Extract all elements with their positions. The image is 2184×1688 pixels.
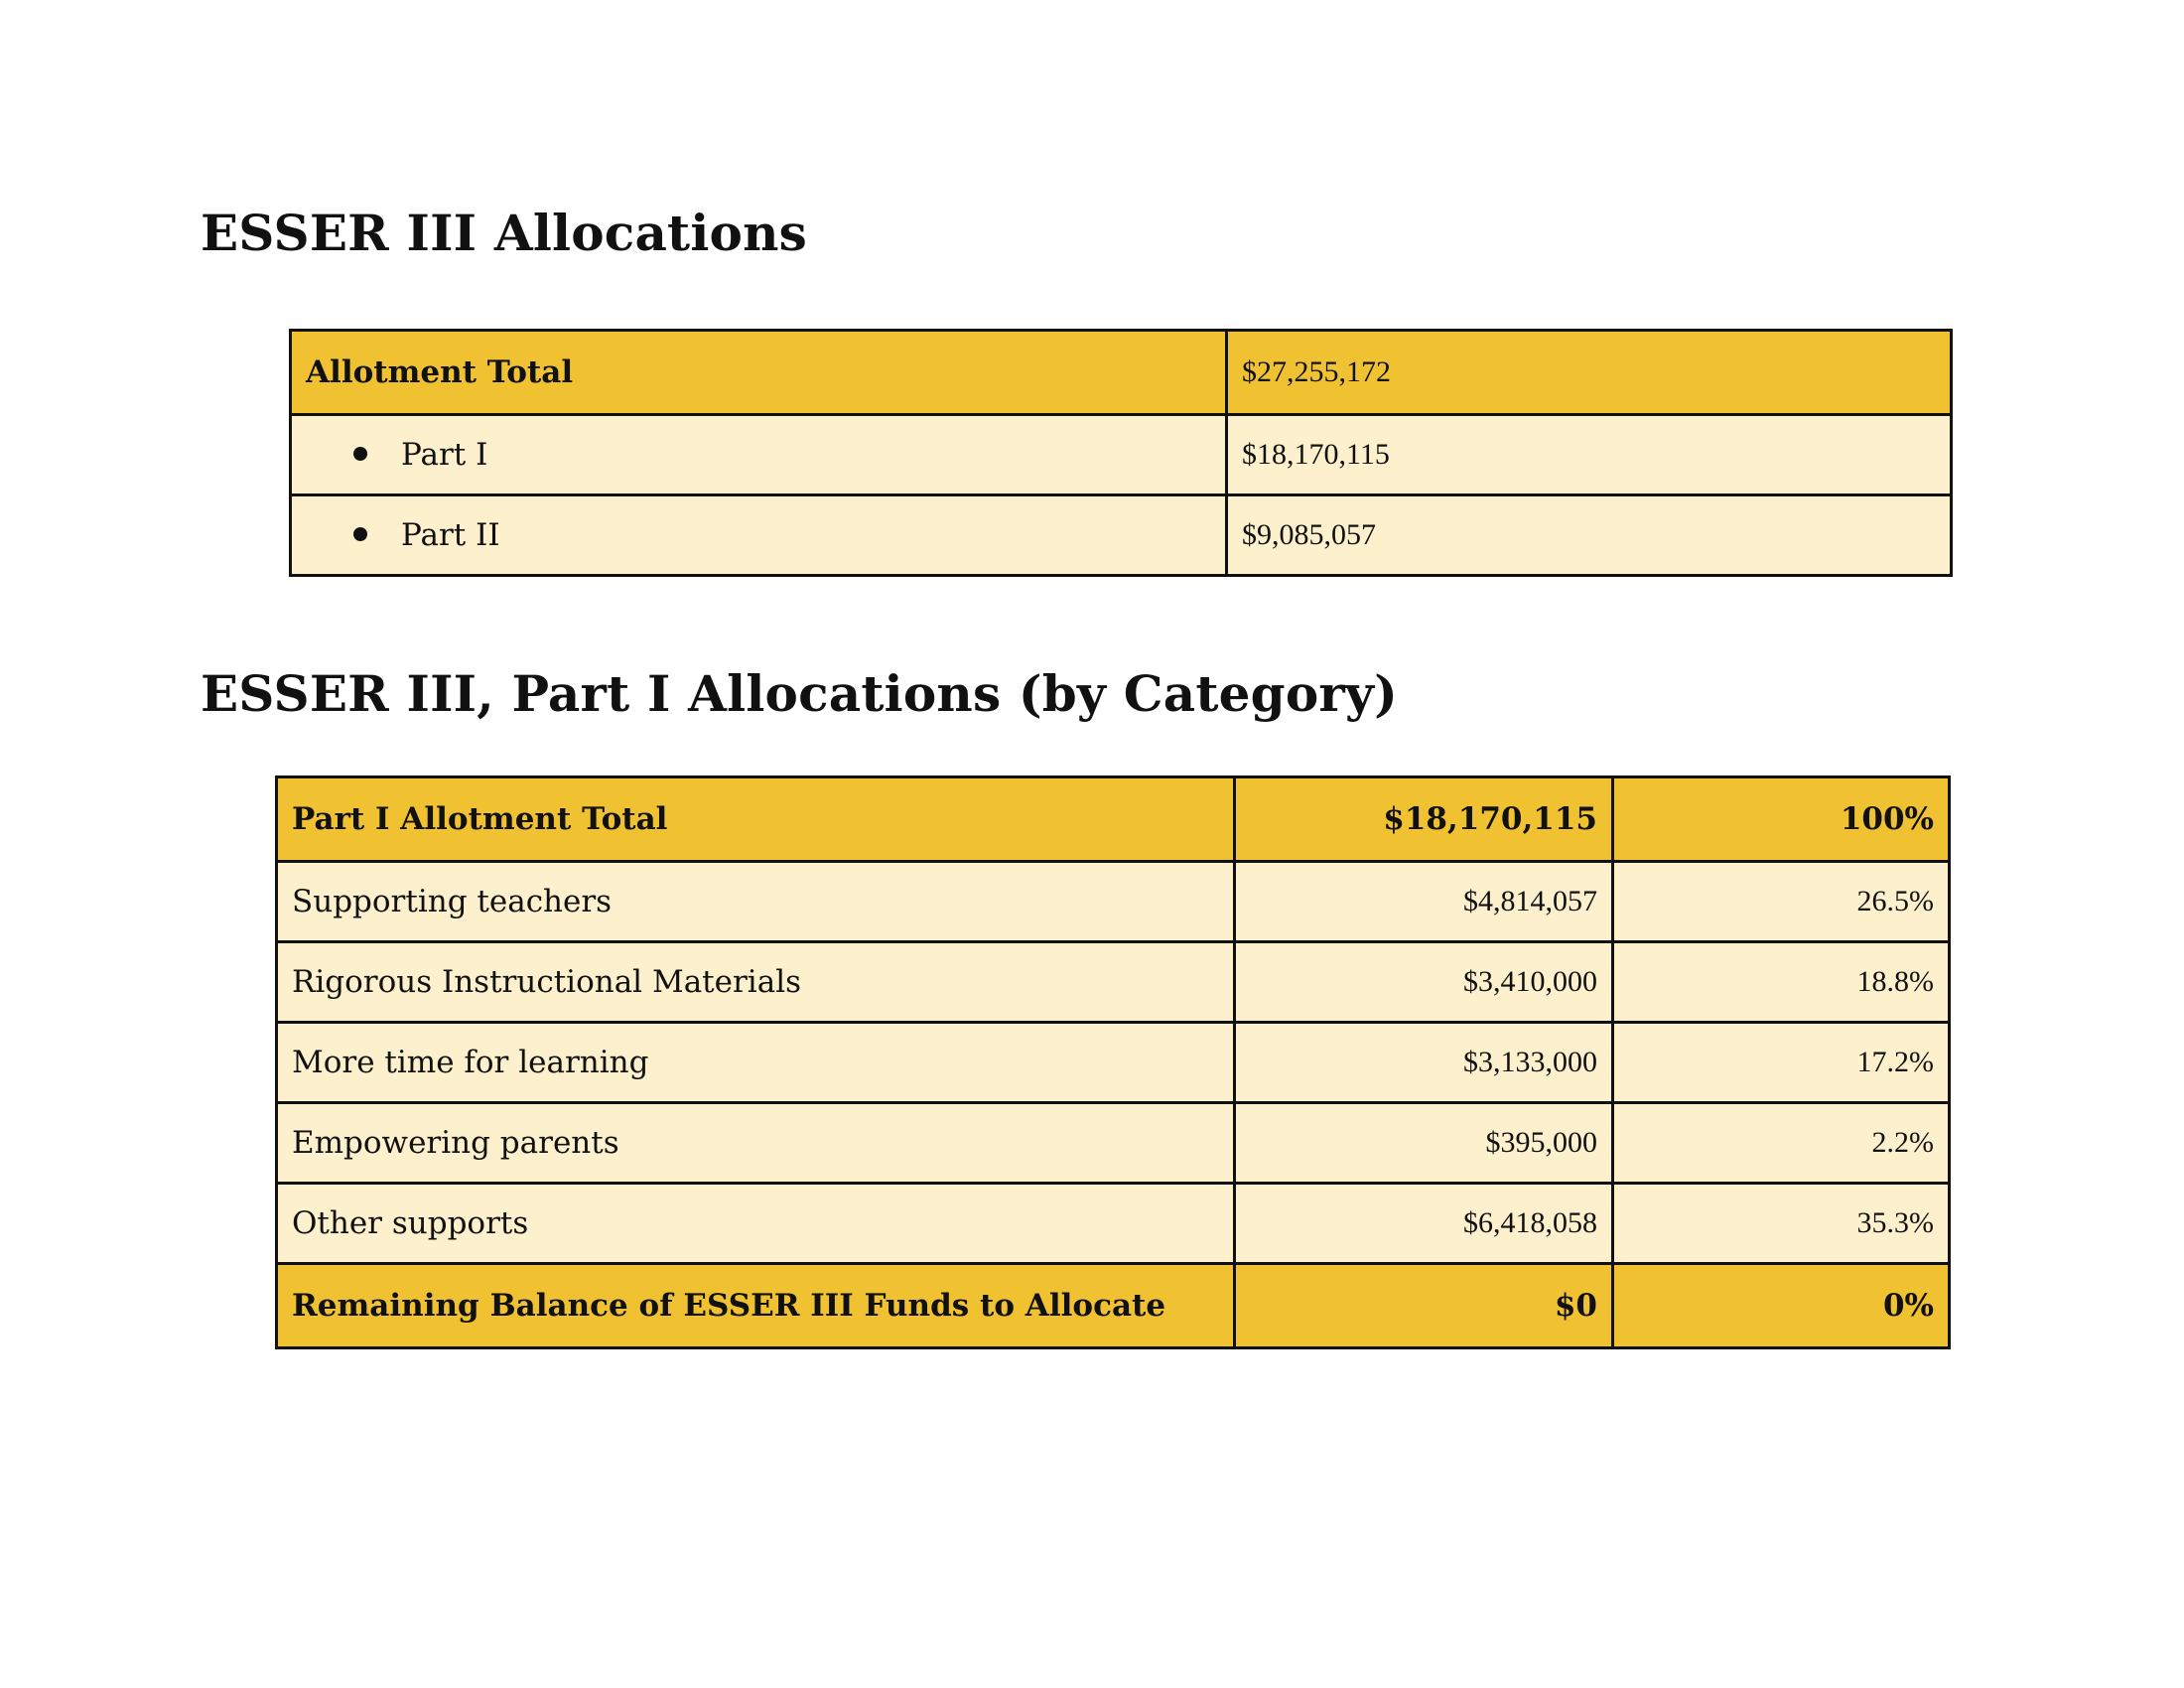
part-i-amount: $18,170,115 — [1227, 415, 1952, 495]
table-row — [291, 415, 1952, 495]
category-percent: 17.2% — [1613, 1023, 1950, 1103]
category-percent: 35.3% — [1613, 1184, 1950, 1264]
category-label: Supporting teachers — [277, 862, 1235, 942]
part-ii-amount: $9,085,057 — [1227, 495, 1952, 576]
remaining-balance-row — [277, 1264, 1950, 1348]
category-amount: $6,418,058 — [1235, 1184, 1613, 1264]
table-row — [277, 942, 1950, 1023]
category-label: Rigorous Instructional Materials — [277, 942, 1235, 1023]
category-label: Other supports — [277, 1184, 1235, 1264]
category-amount: $3,133,000 — [1235, 1023, 1613, 1103]
bullet-icon — [353, 447, 367, 461]
allotment-table — [289, 329, 1953, 577]
part-ii-cell — [291, 495, 1227, 576]
category-percent: 26.5% — [1613, 862, 1950, 942]
table-row — [277, 862, 1950, 942]
bullet-icon — [353, 527, 367, 541]
part-i-total-label: Part I Allotment Total — [277, 777, 1235, 862]
category-amount: $4,814,057 — [1235, 862, 1613, 942]
category-amount: $3,410,000 — [1235, 942, 1613, 1023]
category-percent: 2.2% — [1613, 1103, 1950, 1184]
part-ii-label: Part II — [401, 517, 500, 553]
allotment-total-label: Allotment Total — [291, 331, 1227, 415]
category-label: More time for learning — [277, 1023, 1235, 1103]
part-i-total-row — [277, 777, 1950, 862]
part-i-cell — [291, 415, 1227, 495]
table-row — [277, 1023, 1950, 1103]
category-percent: 18.8% — [1613, 942, 1950, 1023]
allocations-heading: ESSER III Allocations — [201, 204, 807, 262]
part-i-category-table — [275, 775, 1951, 1349]
part-i-total-amount: $18,170,115 — [1235, 777, 1613, 862]
remaining-balance-label: Remaining Balance of ESSER III Funds to Allocate — [277, 1264, 1235, 1348]
part-i-label: Part I — [401, 437, 488, 473]
remaining-balance-amount: $0 — [1235, 1264, 1613, 1348]
allotment-total-amount: $27,255,172 — [1227, 331, 1952, 415]
part-i-allocations-heading: ESSER III, Part I Allocations (by Category) — [201, 664, 1399, 723]
remaining-balance-percent: 0% — [1613, 1264, 1950, 1348]
category-label: Empowering parents — [277, 1103, 1235, 1184]
table-row — [291, 495, 1952, 576]
table-row — [277, 1184, 1950, 1264]
part-i-total-percent: 100% — [1613, 777, 1950, 862]
category-amount: $395,000 — [1235, 1103, 1613, 1184]
table-row — [277, 1103, 1950, 1184]
allotment-total-row — [291, 331, 1952, 415]
